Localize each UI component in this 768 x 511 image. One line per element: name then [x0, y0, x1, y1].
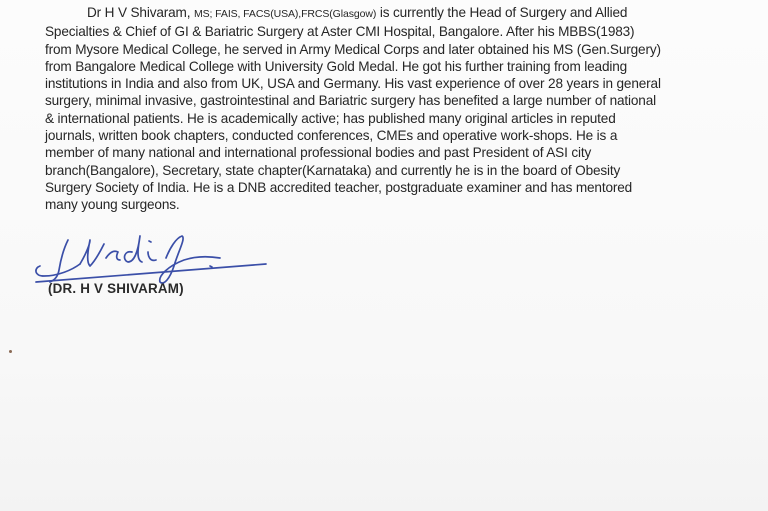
bio-line: many young surgeons.: [45, 197, 180, 213]
bio-line: Surgery Society of India. He is a DNB accredited teacher, postgraduate examiner and has mentored: [45, 179, 633, 195]
bio-line: from Mysore Medical College, he served in Army Medical Corps and later obtained his MS (Gen.Surgery): [45, 41, 661, 57]
bio-text: is currently the Head of Surgery and Allied: [379, 5, 628, 20]
paper-speck: [9, 350, 12, 353]
biography-paragraph: [45, 4, 735, 214]
doctor-name: Dr H V Shivaram,: [87, 5, 191, 20]
bio-line: member of many national and international professional bodies and past President of ASI city: [45, 145, 592, 161]
bio-line: & international patients. He is academically active; has published many original articles in reputed: [45, 110, 616, 126]
signatory-name: (DR. H V SHIVARAM): [48, 281, 184, 296]
bio-line: journals, written book chapters, conducted conferences, CMEs and operative work-shops. He is a: [45, 128, 618, 144]
doctor-qualifications: MS; FAIS, FACS(USA),FRCS(Glasgow): [194, 8, 377, 20]
bio-line: surgery, minimal invasive, gastrointestinal and Bariatric surgery has benefited a large number of national: [45, 93, 656, 109]
bio-line: Specialties & Chief of GI & Bariatric Surgery at Aster CMI Hospital, Bangalore. After his MBBS(1983): [45, 24, 635, 40]
bio-line: from Bangalore Medical College with University Gold Medal. He got his further training from leading: [45, 58, 628, 74]
bio-line: institutions in India and also from UK, USA and Germany. His vast experience of over 28 years in general: [45, 76, 661, 92]
bio-line: branch(Bangalore), Secretary, state chapter(Karnataka) and currently he is in the board of Obesity: [45, 162, 621, 178]
bio-line: [45, 4, 735, 23]
